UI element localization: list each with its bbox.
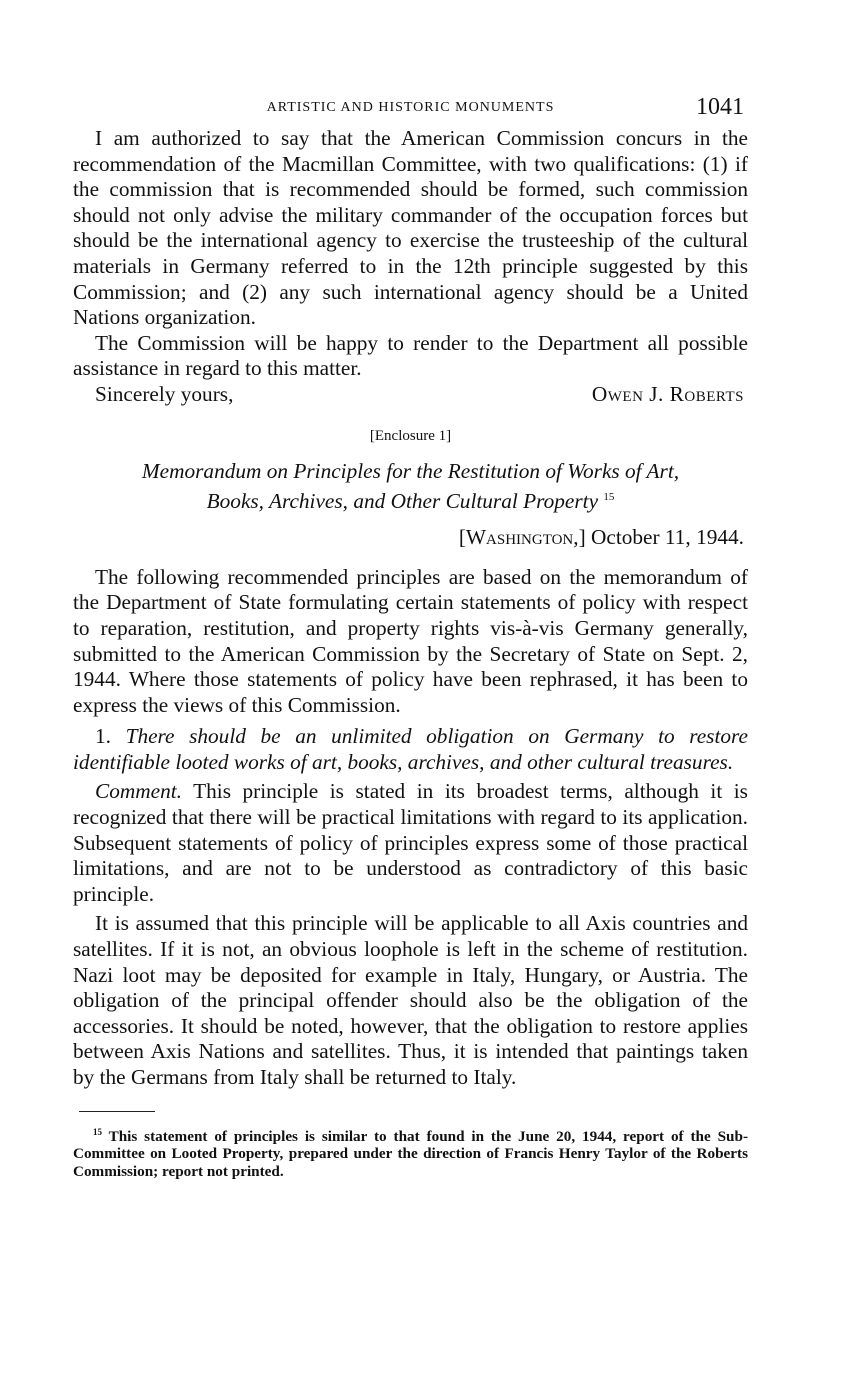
memo-dateline [73, 525, 748, 551]
page-number: 1041 [696, 94, 744, 120]
principle-1-number: 1. [95, 724, 111, 749]
memo-title [73, 459, 748, 514]
comment-text: This principle is stated in its broadest terms, although it is recognized that there will be practical limitations with regard to its application. Subsequent statements of policy of principles express some of those practical limitations, and are not to be understood as contradictory of this basic principle. [73, 779, 748, 906]
letter-closing: Sincerely yours, [95, 381, 234, 406]
memo-title-line-2-wrap [73, 485, 748, 515]
footnote-divider [79, 1111, 155, 1112]
memo-footnote-ref: 15 [603, 490, 615, 503]
principle-1-text: There should be an unlimited obligation on Germany to restore identifiable looted works of art, books, archives, and other cultural treasures. [73, 724, 748, 774]
running-head: ARTISTIC AND HISTORIC MONUMENTS [266, 100, 555, 115]
enclosure-label: [Enclosure 1] [369, 427, 452, 444]
memo-title-line-2: Books, Archives, and Other Cultural Property [206, 488, 599, 513]
dateline-place: [Washington,] [458, 525, 586, 550]
page-header [73, 94, 748, 126]
memo-intro-paragraph: The following recommended principles are based on the memorandum of the Department of State formulating certain statements of policy with respect to reparation, restitution, and property rights vis-à-vis Germany generally, submitted to the American Commission by the Secretary of State on Sept. 2, 1944. Where those statements of policy have been rephrased, it has been to express the views of this Commission. [73, 564, 748, 717]
comment-label: Comment. [95, 779, 182, 804]
memo-title-line-1: Memorandum on Principles for the Restitution of Works of Art, [141, 458, 680, 483]
document-page [73, 94, 748, 1180]
letter-paragraph-1: I am authorized to say that the American Commission concurs in the recommendation of the Macmillan Committee, with two qualifications: (1) if the commission that is recommended should be formed, such commission should not only advise the military commander of the occupation forces but should be the international agency to exercise the trusteeship of the cultural materials in Germany referred to in the 12th principle suggested by this Commission; and (2) any such international agency should be a United Nations organization. [73, 126, 748, 330]
axis-paragraph: It is assumed that this principle will be applicable to all Axis countries and satellites. If it is not, an obvious loophole is left in the scheme of restitution. Nazi loot may be deposited for example in Italy, Hungary, or Austria. The obligation of the principal offender should also be the obligation of the accessories. It should be noted, however, that the obligation to restore applies between Axis Nations and satellites. Thus, it is intended that paintings taken by the Germans from Italy shall be returned to Italy. [73, 911, 748, 1089]
letter-signoff [73, 382, 748, 408]
footnote [73, 1124, 748, 1181]
footnote-number: 15 [93, 1126, 102, 1137]
letter-signature: Owen J. Roberts [591, 381, 744, 406]
principle-1 [73, 724, 748, 775]
letter-paragraph-2: The Commission will be happy to render to the Department all possible assistance in regard to this matter. [73, 330, 748, 381]
dateline-date: October 11, 1944. [591, 525, 744, 550]
footnote-text: This statement of principles is similar to that found in the June 20, 1944, report of the Sub-Committee on Looted Property, prepared under the direction of Francis Henry Taylor of the Roberts Commission; report not printed. [73, 1127, 748, 1180]
comment-paragraph [73, 779, 748, 907]
